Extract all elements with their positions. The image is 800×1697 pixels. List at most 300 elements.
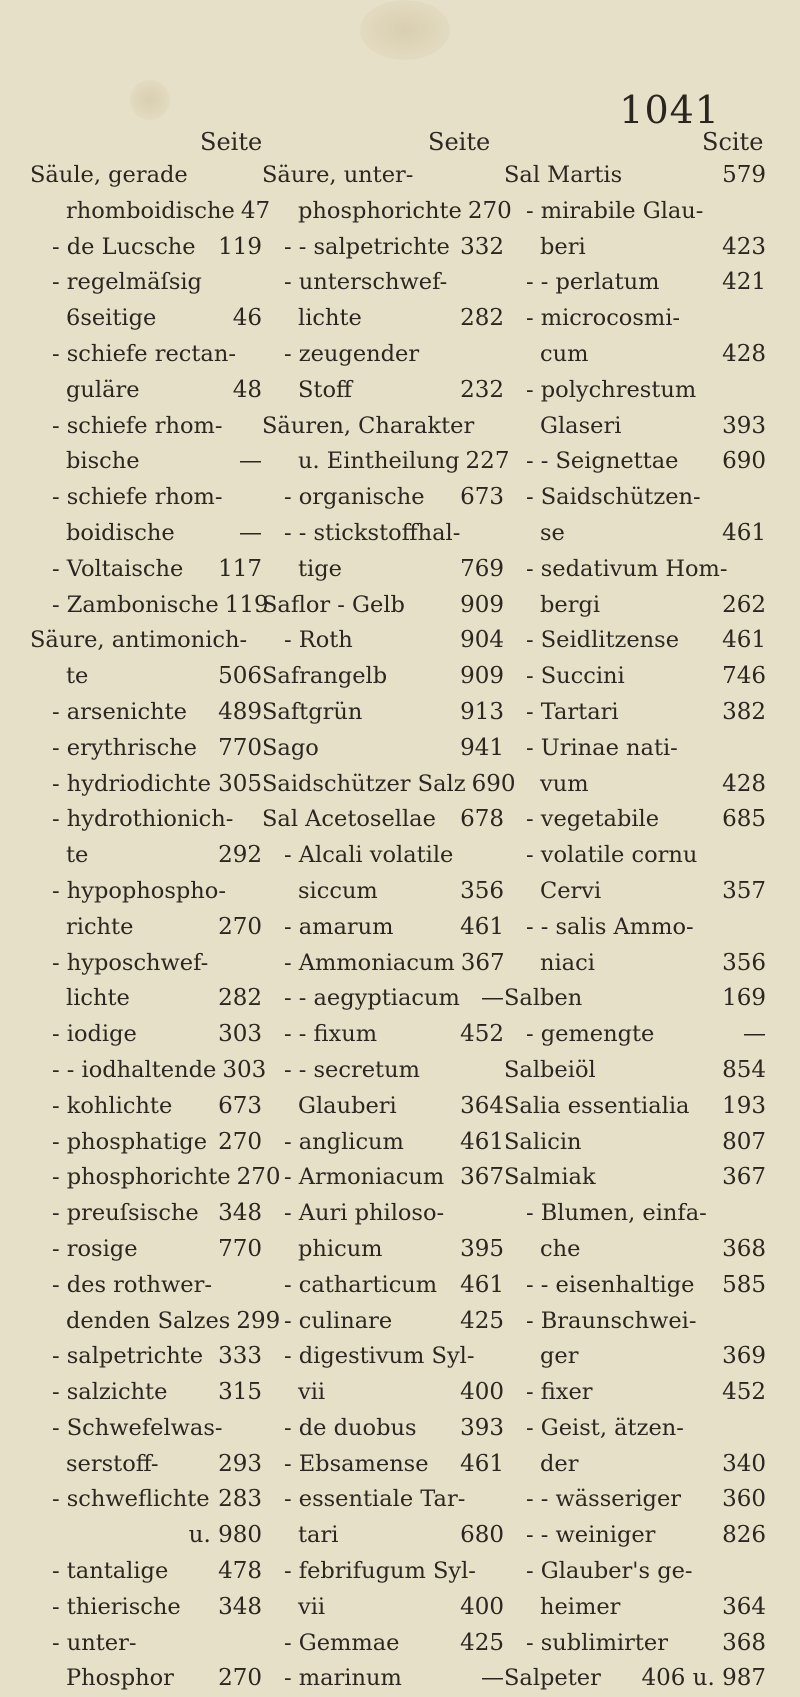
index-entry-term: - tantalige	[52, 1558, 169, 1585]
index-entry-term: - fixer	[526, 1379, 593, 1406]
index-entry-page: 489	[218, 698, 262, 725]
index-entry-page: 232	[460, 376, 504, 403]
index-entry	[504, 230, 766, 266]
index-entry-term: - Blumen, einfa-	[526, 1200, 707, 1227]
index-entry-term: lichte	[298, 305, 362, 332]
index-entry	[30, 552, 262, 588]
index-entry	[30, 337, 262, 373]
index-entry	[262, 1268, 504, 1304]
index-entry	[504, 1661, 766, 1697]
index-entry-page: 406 u. 987	[641, 1665, 766, 1692]
index-entry	[30, 588, 269, 624]
index-entry	[504, 444, 766, 480]
index-entry-page: 425	[460, 1307, 504, 1334]
index-entry-page: 909	[460, 663, 504, 690]
index-entry	[262, 1626, 504, 1662]
index-entry	[262, 623, 504, 659]
index-entry-page: 356	[460, 877, 504, 904]
index-entry-term: - Armoniacum	[284, 1164, 445, 1191]
index-column-1	[30, 158, 281, 1692]
index-entry-term: - kohlichte	[52, 1092, 173, 1119]
index-entry-page: 461	[722, 519, 766, 546]
index-column-3	[504, 158, 766, 1692]
index-entry-page: 452	[460, 1021, 504, 1048]
index-entry-term: - Saidschützen-	[526, 484, 701, 511]
index-entry-term: serstoff-	[66, 1450, 159, 1477]
index-entry	[262, 552, 504, 588]
index-entry-term: - - stickstoffhal-	[284, 519, 461, 546]
index-entry-term: Salbeiöl	[504, 1056, 596, 1083]
index-entry-page: 270	[218, 1665, 262, 1692]
index-entry-page: 357	[722, 877, 766, 904]
index-entry-term: - sedativum Hom-	[526, 555, 728, 582]
index-entry	[30, 1339, 262, 1375]
index-entry	[30, 265, 262, 301]
index-entry-term: Sal Martis	[504, 162, 623, 188]
index-entry	[262, 946, 504, 982]
index-entry	[30, 1447, 262, 1483]
index-entry	[504, 1304, 766, 1340]
index-entry-term: guläre	[66, 376, 140, 403]
index-entry-term: - febrifugum Syl-	[284, 1558, 476, 1585]
index-entry-term: - anglicum	[284, 1128, 404, 1155]
index-entry-term: heimer	[540, 1593, 621, 1620]
index-entry-term: te	[66, 842, 89, 869]
index-entry	[30, 981, 262, 1017]
index-entry	[30, 1482, 262, 1518]
index-entry-term: - unter-	[52, 1629, 137, 1656]
index-entry-term: - regelmäſsig	[52, 269, 202, 296]
index-entry-page: 293	[218, 1450, 262, 1477]
index-entry-term: - Urinae nati-	[526, 734, 678, 761]
index-entry-page: 315	[218, 1379, 262, 1406]
index-entry	[30, 1411, 262, 1447]
index-entry-page: 303	[218, 1021, 262, 1048]
index-entry-term: vii	[298, 1379, 326, 1406]
index-entry-term: Salben	[504, 985, 583, 1012]
index-entry	[30, 874, 262, 910]
index-entry	[30, 1518, 262, 1554]
index-entry-term: - - aegyptiacum	[284, 985, 460, 1012]
index-entry-term: - Succini	[526, 663, 625, 690]
index-entry	[504, 516, 766, 552]
index-entry-term: - des rothwer-	[52, 1271, 212, 1298]
index-entry-page: 340	[722, 1450, 766, 1477]
index-entry-page: 673	[460, 484, 504, 511]
index-entry	[504, 1160, 766, 1196]
index-entry	[30, 1089, 262, 1125]
index-entry-term: - iodige	[52, 1021, 137, 1048]
index-entry-page: 367	[722, 1164, 766, 1191]
index-entry-term: - - perlatum	[526, 269, 660, 296]
index-entry-page: 367	[460, 949, 505, 976]
index-entry	[504, 1268, 766, 1304]
index-entry-term: - vegetabile	[526, 806, 660, 833]
index-entry-term: - - salis Ammo-	[526, 913, 694, 940]
index-entry-term: Sal Acetosellae	[262, 806, 436, 833]
page-number: 1041	[619, 88, 720, 132]
index-column-2	[262, 158, 516, 1692]
index-entry-term: se	[540, 519, 565, 546]
index-entry-page: 941	[460, 734, 504, 761]
index-entry-term: - microcosmi-	[526, 305, 681, 332]
index-entry-term: der	[540, 1450, 579, 1477]
index-entry-page: —	[239, 519, 262, 546]
index-entry-page: 826	[722, 1522, 766, 1549]
index-entry	[504, 552, 766, 588]
index-entry-term: - polychrestum	[526, 376, 697, 403]
index-entry	[262, 802, 504, 838]
index-entry	[30, 1626, 262, 1662]
index-entry	[504, 910, 766, 946]
index-entry-term: - unterschwef-	[284, 269, 448, 296]
index-entry-page: 425	[460, 1629, 504, 1656]
index-entry-page: 117	[218, 555, 262, 582]
index-entry-page: 305	[218, 770, 262, 797]
index-entry-term: - volatile cornu	[526, 842, 698, 869]
page-stain	[360, 0, 450, 60]
index-entry-term: lichte	[66, 985, 130, 1012]
index-entry	[262, 1518, 504, 1554]
index-entry-term: phicum	[298, 1235, 383, 1262]
index-entry	[30, 1125, 262, 1161]
index-entry-term: - de duobus	[284, 1414, 417, 1441]
index-entry-term: niaci	[540, 949, 595, 976]
index-entry-page: 119	[224, 591, 269, 618]
index-entry-term: - Schwefelwas-	[52, 1414, 223, 1441]
index-entry-page: 193	[722, 1092, 766, 1119]
index-entry-term: vum	[540, 770, 589, 797]
index-entry-term: - mirabile Glau-	[526, 197, 704, 224]
index-entry	[30, 910, 262, 946]
index-entry-page: 299	[236, 1307, 281, 1334]
index-entry	[262, 409, 504, 445]
index-entry-page: 333	[218, 1343, 262, 1370]
index-entry-page: 478	[218, 1558, 262, 1585]
index-entry-term: - Voltaische	[52, 555, 184, 582]
index-entry-term: 6seitige	[66, 305, 157, 332]
index-entry-page: 452	[722, 1379, 766, 1406]
index-entry	[262, 265, 504, 301]
index-entry	[504, 1590, 766, 1626]
index-entry	[504, 1196, 766, 1232]
index-entry-term: Glaseri	[540, 412, 622, 439]
index-entry	[30, 409, 262, 445]
index-entry	[262, 444, 510, 480]
index-entry-page: 348	[218, 1593, 262, 1620]
index-entry	[504, 373, 766, 409]
index-entry-term: beri	[540, 233, 586, 260]
index-entry-page: 282	[218, 985, 262, 1012]
index-entry	[504, 1232, 766, 1268]
index-entry-term: - Gemmae	[284, 1629, 400, 1656]
index-entry-term: - - salpetrichte	[284, 233, 450, 260]
index-entry-term: Saftgrün	[262, 698, 363, 725]
index-entry	[30, 158, 262, 194]
index-entry-term: - salpetrichte	[52, 1343, 204, 1370]
index-entry	[262, 1339, 504, 1375]
index-entry-page: 303	[222, 1056, 267, 1083]
index-entry-page: 680	[460, 1522, 504, 1549]
index-entry-term: - - weiniger	[526, 1522, 656, 1549]
index-entry	[504, 480, 766, 516]
index-entry-term: - - iodhaltende	[52, 1056, 217, 1083]
index-entry-term: rhomboidische	[66, 197, 235, 224]
index-entry	[262, 1375, 504, 1411]
index-entry-term: - de Lucsche	[52, 233, 196, 260]
index-entry-term: boidische	[66, 519, 175, 546]
index-entry	[262, 1590, 504, 1626]
index-entry-page: 395	[460, 1235, 504, 1262]
index-entry-page: 807	[722, 1128, 766, 1155]
index-entry-page: 369	[722, 1343, 766, 1370]
index-entry-page: 169	[722, 985, 766, 1012]
index-entry-term: tari	[298, 1522, 339, 1549]
index-entry	[504, 981, 766, 1017]
index-entry	[504, 1017, 766, 1053]
index-entry-term: - - secretum	[284, 1056, 420, 1083]
index-entry	[504, 659, 766, 695]
index-entry-term: Sago	[262, 734, 319, 761]
index-entry-term: - Seidlitzense	[526, 627, 680, 654]
index-entry-term: Salia essentialia	[504, 1092, 690, 1119]
index-entry-page: 461	[460, 1450, 504, 1477]
index-entry-page: 428	[722, 770, 766, 797]
index-entry-page: 270	[218, 1128, 262, 1155]
index-entry-term: cum	[540, 340, 589, 367]
index-entry-page: 119	[218, 233, 262, 260]
index-entry	[30, 1160, 281, 1196]
index-entry	[504, 838, 766, 874]
index-entry-term: - digestivum Syl-	[284, 1343, 475, 1370]
index-entry	[262, 480, 504, 516]
index-entry-term: Glauberi	[298, 1092, 397, 1119]
index-entry-term: - sublimirter	[526, 1629, 668, 1656]
index-entry-page: 356	[722, 949, 766, 976]
index-entry-term: - rosige	[52, 1235, 138, 1262]
index-entry-page: 283	[218, 1486, 262, 1513]
index-entry-page: 393	[722, 412, 766, 439]
index-entry	[30, 838, 262, 874]
index-entry-page: 292	[218, 842, 262, 869]
index-entry-term: - - fixum	[284, 1021, 378, 1048]
index-entry-page: 332	[460, 233, 504, 260]
index-entry-term: vii	[298, 1593, 326, 1620]
index-entry-term: - Zambonische	[52, 591, 219, 618]
index-entry-page: 506	[218, 663, 262, 690]
index-entry	[30, 623, 262, 659]
index-entry	[262, 1304, 504, 1340]
index-entry	[262, 301, 504, 337]
index-entry	[262, 910, 504, 946]
index-entry	[30, 659, 262, 695]
index-entry-page: 461	[722, 627, 766, 654]
index-entry-term: - Roth	[284, 627, 353, 654]
index-entry	[262, 1089, 504, 1125]
index-entry-term: siccum	[298, 877, 378, 904]
index-entry	[504, 695, 766, 731]
index-entry	[30, 1232, 262, 1268]
index-entry-term: te	[66, 663, 89, 690]
index-entry	[30, 1590, 262, 1626]
index-entry-page: 400	[460, 1593, 504, 1620]
index-entry	[262, 230, 504, 266]
index-entry-page: 364	[460, 1092, 504, 1119]
index-entry-page: 348	[218, 1200, 262, 1227]
index-entry-term: - Auri philoso-	[284, 1200, 445, 1227]
index-entry-page: 770	[218, 1235, 262, 1262]
index-entry-term: Säure, antimonich-	[30, 627, 248, 654]
index-entry	[262, 695, 504, 731]
index-entry	[30, 1017, 262, 1053]
index-entry-page: 904	[460, 627, 504, 654]
index-entry	[30, 695, 262, 731]
index-entry-page: 746	[722, 663, 766, 690]
index-entry-term: - Glauber's ge-	[526, 1558, 693, 1585]
index-entry-page: 690	[471, 770, 516, 797]
index-entry	[262, 1125, 504, 1161]
index-entry-term: Säule, gerade	[30, 162, 188, 188]
index-entry	[262, 1196, 504, 1232]
index-entry-term: - Tartari	[526, 698, 619, 725]
index-entry-term: - schiefe rhom-	[52, 412, 223, 439]
index-entry	[30, 194, 271, 230]
index-entry-term: - salzichte	[52, 1379, 168, 1406]
index-entry-page: 909	[460, 591, 504, 618]
index-entry-term: bische	[66, 448, 140, 475]
index-entry	[262, 1053, 504, 1089]
index-entry-page: 769	[460, 555, 504, 582]
index-entry-term: - preuſsische	[52, 1200, 199, 1227]
index-entry-term: tige	[298, 555, 342, 582]
index-entry-page: 227	[465, 448, 510, 475]
index-entry-term: Phosphor	[66, 1665, 174, 1692]
index-entry-page: 46	[232, 305, 262, 332]
index-entry-term: phosphorichte	[298, 197, 462, 224]
index-entry	[504, 1554, 766, 1590]
index-entry	[504, 588, 766, 624]
index-entry-page: 673	[218, 1092, 262, 1119]
index-entry-term: - culinare	[284, 1307, 393, 1334]
index-entry-page: 461	[460, 913, 504, 940]
index-entry-page: 262	[722, 591, 766, 618]
index-entry	[262, 659, 504, 695]
index-entry-page: 364	[722, 1593, 766, 1620]
index-entry	[504, 409, 766, 445]
index-entry-page: 367	[460, 1164, 504, 1191]
index-entry-term: richte	[66, 913, 134, 940]
index-entry-page: 854	[722, 1056, 766, 1083]
index-entry-page: 393	[460, 1414, 504, 1441]
index-entry-page: 400	[460, 1379, 504, 1406]
index-entry	[262, 1482, 504, 1518]
index-entry	[262, 337, 504, 373]
index-entry-term: - amarum	[284, 913, 394, 940]
index-entry	[30, 1053, 267, 1089]
index-entry-term: - - wässeriger	[526, 1486, 682, 1513]
index-entry-page: —	[481, 1665, 504, 1692]
index-entry	[30, 373, 262, 409]
index-entry-term: - essentiale Tar-	[284, 1486, 466, 1513]
index-entry-term: Safrangelb	[262, 663, 388, 690]
index-entry	[30, 444, 262, 480]
index-entry	[30, 480, 262, 516]
index-entry-page: 48	[232, 376, 262, 403]
index-entry-term: - erythrische	[52, 734, 197, 761]
index-entry-term: - gemengte	[526, 1021, 655, 1048]
column-header-seite: Scite	[702, 128, 764, 156]
index-entry-page: 423	[722, 233, 766, 260]
index-entry	[504, 1053, 766, 1089]
index-entry-term: - schweflichte	[52, 1486, 210, 1513]
index-entry-term: - hypophospho-	[52, 877, 226, 904]
index-entry-page: 382	[722, 698, 766, 725]
index-entry	[262, 1160, 504, 1196]
index-entry-page: 368	[722, 1629, 766, 1656]
index-entry	[262, 981, 504, 1017]
index-entry	[30, 946, 262, 982]
index-entry-term: Säure, unter-	[262, 162, 414, 188]
index-entry-page: 678	[460, 806, 504, 833]
index-entry	[30, 731, 262, 767]
index-entry-page: 690	[722, 448, 766, 475]
index-entry	[262, 1447, 504, 1483]
index-entry-term: - hydriodichte	[52, 770, 211, 797]
index-entry-page: 428	[722, 340, 766, 367]
index-entry-term: - Ammoniacum	[284, 949, 455, 976]
index-entry-term: Saflor - Gelb	[262, 591, 405, 618]
index-entry	[262, 158, 504, 194]
index-entry	[504, 946, 766, 982]
index-entry-term: - phosphatige	[52, 1128, 208, 1155]
index-entry-term: - catharticum	[284, 1271, 438, 1298]
index-entry-term: Saidschützer Salz	[262, 770, 466, 797]
index-entry-term: - hyposchwef-	[52, 949, 209, 976]
index-entry-page: u. 980	[188, 1522, 262, 1549]
index-entry	[262, 588, 504, 624]
index-entry-term: bergi	[540, 591, 601, 618]
column-header-seite: Seite	[428, 128, 491, 156]
index-entry-term: - organische	[284, 484, 425, 511]
column-header-row	[0, 128, 800, 158]
index-entry-term: - zeugender	[284, 340, 420, 367]
index-entry-term: - arsenichte	[52, 698, 187, 725]
index-entry	[504, 194, 766, 230]
index-entry	[30, 1554, 262, 1590]
index-entry-page: 270	[236, 1164, 281, 1191]
index-entry	[262, 874, 504, 910]
index-entry	[504, 1447, 766, 1483]
index-entry	[262, 1554, 504, 1590]
index-entry	[262, 194, 512, 230]
index-entry-term: ger	[540, 1343, 579, 1370]
index-entry-page: 461	[460, 1128, 504, 1155]
index-entry	[262, 1017, 504, 1053]
index-entry-page: 770	[218, 734, 262, 761]
index-entry-page: 461	[460, 1271, 504, 1298]
index-entry	[504, 623, 766, 659]
index-entry	[30, 767, 262, 803]
index-entry	[30, 301, 262, 337]
index-entry	[30, 1375, 262, 1411]
index-entry	[504, 158, 766, 194]
index-entry-term: denden Salzes	[66, 1307, 231, 1334]
index-entry-term: - Geist, ätzen-	[526, 1414, 684, 1441]
index-entry	[30, 802, 262, 838]
index-entry	[504, 731, 766, 767]
page-stain	[130, 80, 170, 120]
index-entry-term: - Alcali volatile	[284, 842, 454, 869]
